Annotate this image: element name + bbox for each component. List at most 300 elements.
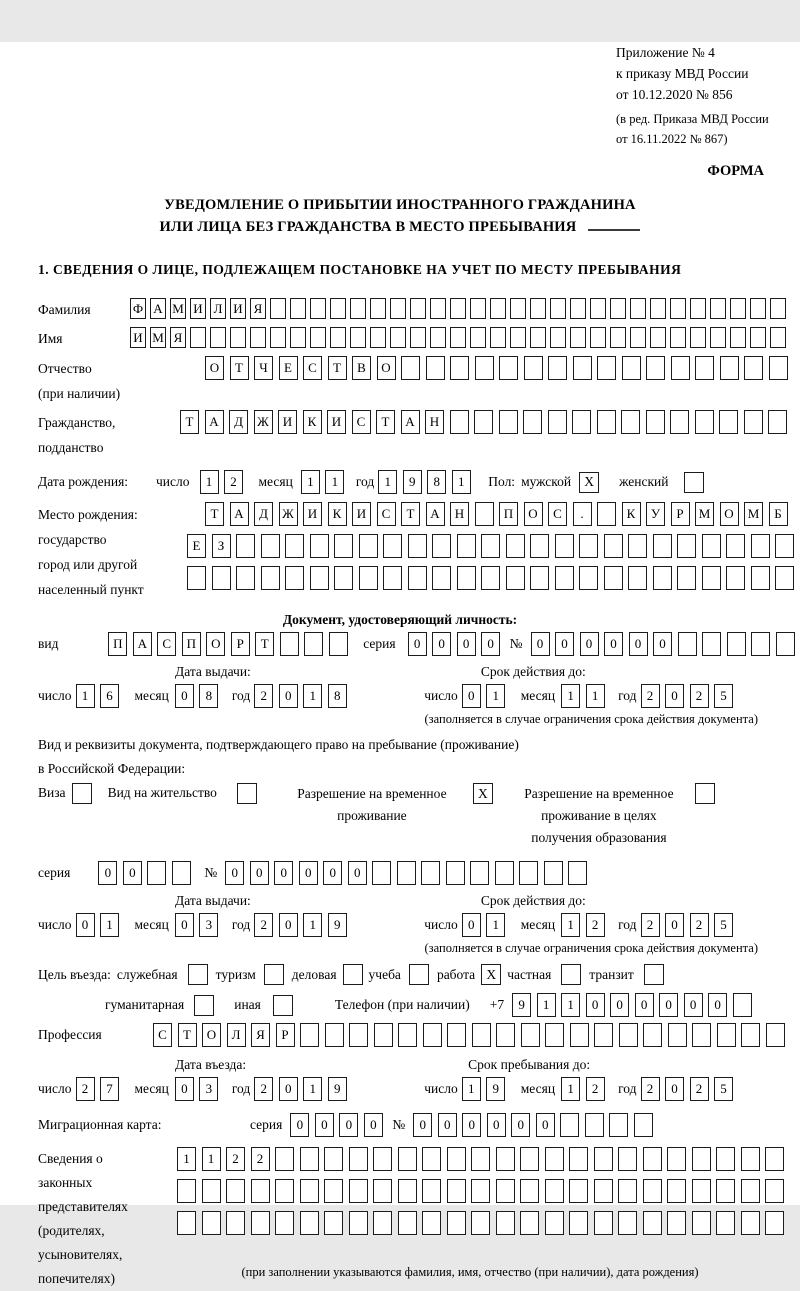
char-cell[interactable] [300,1023,319,1047]
char-cell[interactable] [717,1023,736,1047]
char-cell[interactable] [775,534,794,558]
char-cell[interactable]: 0 [432,632,451,656]
patronymic-field[interactable] [205,356,793,380]
char-cell[interactable]: 0 [487,1113,506,1137]
char-cell[interactable] [202,1211,221,1235]
char-cell[interactable] [408,566,427,590]
char-cell[interactable] [373,1211,392,1235]
guardians-field-row3[interactable] [177,1211,790,1235]
char-cell[interactable]: У [646,502,665,526]
char-cell[interactable] [226,1179,245,1203]
char-cell[interactable]: 0 [555,632,574,656]
char-cell[interactable]: 1 [303,1077,322,1101]
char-cell[interactable] [692,1023,711,1047]
char-cell[interactable] [765,1179,784,1203]
char-cell[interactable]: А [426,502,445,526]
residence-series-field[interactable] [98,861,196,885]
char-cell[interactable] [285,566,304,590]
char-cell[interactable] [383,566,402,590]
entry-month-field[interactable] [175,1077,224,1101]
char-cell[interactable] [667,1147,686,1171]
stay-month-field[interactable] [561,1077,610,1101]
char-cell[interactable]: Р [276,1023,295,1047]
char-cell[interactable] [751,534,770,558]
char-cell[interactable] [177,1179,196,1203]
char-cell[interactable]: 0 [364,1113,383,1137]
char-cell[interactable]: 2 [641,1077,660,1101]
char-cell[interactable] [594,1211,613,1235]
char-cell[interactable] [496,1147,515,1171]
char-cell[interactable]: Ф [130,298,146,319]
char-cell[interactable] [570,327,586,348]
char-cell[interactable] [530,566,549,590]
char-cell[interactable]: 1 [325,470,344,494]
char-cell[interactable]: 0 [98,861,117,885]
char-cell[interactable] [650,327,666,348]
char-cell[interactable] [450,356,469,380]
char-cell[interactable]: П [182,632,201,656]
char-cell[interactable] [730,298,746,319]
char-cell[interactable]: В [352,356,371,380]
char-cell[interactable] [261,534,280,558]
char-cell[interactable] [397,861,416,885]
residence-permit-checkbox[interactable] [237,783,257,804]
citizenship-field[interactable] [180,410,793,434]
char-cell[interactable] [618,1211,637,1235]
birthplace-field-row3[interactable] [187,566,800,590]
birth-day-field[interactable] [200,470,249,494]
char-cell[interactable] [147,861,166,885]
purpose-transit-checkbox[interactable] [644,964,664,985]
char-cell[interactable] [524,356,543,380]
char-cell[interactable] [349,1023,368,1047]
char-cell[interactable] [490,327,506,348]
char-cell[interactable]: А [133,632,152,656]
char-cell[interactable]: 0 [413,1113,432,1137]
char-cell[interactable]: О [202,1023,221,1047]
char-cell[interactable]: К [328,502,347,526]
char-cell[interactable] [310,566,329,590]
char-cell[interactable]: 5 [714,1077,733,1101]
char-cell[interactable] [569,1211,588,1235]
char-cell[interactable]: 8 [328,684,347,708]
char-cell[interactable]: 9 [486,1077,505,1101]
char-cell[interactable]: Т [178,1023,197,1047]
char-cell[interactable] [481,534,500,558]
char-cell[interactable] [410,327,426,348]
char-cell[interactable]: 6 [100,684,119,708]
char-cell[interactable] [741,1023,760,1047]
char-cell[interactable]: Е [187,534,206,558]
char-cell[interactable] [472,1023,491,1047]
char-cell[interactable] [628,534,647,558]
residence-valid-year-field[interactable] [641,913,739,937]
char-cell[interactable] [390,298,406,319]
char-cell[interactable] [555,566,574,590]
char-cell[interactable] [300,1179,319,1203]
char-cell[interactable] [750,298,766,319]
char-cell[interactable] [634,1113,653,1137]
residence-issue-month-field[interactable] [175,913,224,937]
char-cell[interactable]: Т [230,356,249,380]
char-cell[interactable]: 1 [378,470,397,494]
char-cell[interactable]: 0 [580,632,599,656]
purpose-official-checkbox[interactable] [188,964,208,985]
char-cell[interactable] [447,1023,466,1047]
char-cell[interactable]: 0 [653,632,672,656]
char-cell[interactable] [750,327,766,348]
char-cell[interactable]: А [205,410,224,434]
char-cell[interactable] [692,1147,711,1171]
char-cell[interactable] [692,1179,711,1203]
char-cell[interactable]: 0 [175,913,194,937]
char-cell[interactable]: И [278,410,297,434]
char-cell[interactable] [550,327,566,348]
char-cell[interactable] [401,356,420,380]
char-cell[interactable] [329,632,348,656]
char-cell[interactable] [383,534,402,558]
char-cell[interactable] [741,1211,760,1235]
char-cell[interactable] [325,1023,344,1047]
char-cell[interactable]: 0 [531,632,550,656]
char-cell[interactable] [310,327,326,348]
char-cell[interactable]: 0 [279,913,298,937]
char-cell[interactable] [519,861,538,885]
char-cell[interactable] [430,298,446,319]
char-cell[interactable] [590,327,606,348]
char-cell[interactable] [568,861,587,885]
char-cell[interactable] [569,1179,588,1203]
residence-number-field[interactable] [225,861,593,885]
char-cell[interactable] [530,327,546,348]
char-cell[interactable]: Ч [254,356,273,380]
char-cell[interactable]: 1 [586,684,605,708]
char-cell[interactable] [423,1023,442,1047]
char-cell[interactable] [643,1023,662,1047]
char-cell[interactable]: 2 [641,684,660,708]
char-cell[interactable]: Т [180,410,199,434]
char-cell[interactable]: М [170,298,186,319]
char-cell[interactable] [579,566,598,590]
char-cell[interactable]: И [190,298,206,319]
char-cell[interactable] [765,1211,784,1235]
char-cell[interactable] [446,861,465,885]
name-field[interactable] [130,327,790,348]
char-cell[interactable] [330,298,346,319]
char-cell[interactable] [570,1023,589,1047]
char-cell[interactable] [643,1147,662,1171]
rvp-checkbox[interactable]: X [473,783,493,804]
char-cell[interactable] [261,566,280,590]
char-cell[interactable] [727,632,746,656]
char-cell[interactable] [447,1147,466,1171]
char-cell[interactable] [770,327,786,348]
char-cell[interactable] [710,327,726,348]
char-cell[interactable]: Я [251,1023,270,1047]
char-cell[interactable]: 0 [481,632,500,656]
char-cell[interactable] [710,298,726,319]
char-cell[interactable]: 0 [586,993,605,1017]
char-cell[interactable] [646,410,665,434]
char-cell[interactable] [350,327,366,348]
char-cell[interactable]: 1 [561,993,580,1017]
char-cell[interactable] [359,566,378,590]
char-cell[interactable]: Ж [254,410,273,434]
char-cell[interactable]: 2 [254,684,273,708]
char-cell[interactable] [590,298,606,319]
char-cell[interactable]: З [212,534,231,558]
visa-checkbox[interactable] [72,783,92,804]
char-cell[interactable] [594,1147,613,1171]
char-cell[interactable] [628,566,647,590]
char-cell[interactable] [490,298,506,319]
char-cell[interactable] [499,356,518,380]
char-cell[interactable]: 1 [100,913,119,937]
char-cell[interactable]: 1 [202,1147,221,1171]
char-cell[interactable]: С [548,502,567,526]
char-cell[interactable] [251,1179,270,1203]
char-cell[interactable] [726,534,745,558]
char-cell[interactable]: Т [205,502,224,526]
char-cell[interactable]: 2 [586,1077,605,1101]
char-cell[interactable]: С [303,356,322,380]
char-cell[interactable] [768,410,787,434]
char-cell[interactable] [569,1147,588,1171]
char-cell[interactable]: М [150,327,166,348]
char-cell[interactable] [202,1179,221,1203]
char-cell[interactable] [770,298,786,319]
id-valid-year-field[interactable] [641,684,739,708]
char-cell[interactable]: 0 [708,993,727,1017]
char-cell[interactable]: Н [425,410,444,434]
char-cell[interactable] [550,298,566,319]
char-cell[interactable] [324,1147,343,1171]
char-cell[interactable] [349,1147,368,1171]
id-valid-month-field[interactable] [561,684,610,708]
char-cell[interactable]: 2 [641,913,660,937]
char-cell[interactable]: П [499,502,518,526]
char-cell[interactable] [495,861,514,885]
entry-year-field[interactable] [254,1077,352,1101]
char-cell[interactable] [730,327,746,348]
char-cell[interactable]: П [108,632,127,656]
char-cell[interactable] [733,993,752,1017]
char-cell[interactable] [667,1211,686,1235]
char-cell[interactable] [359,534,378,558]
char-cell[interactable] [275,1179,294,1203]
char-cell[interactable]: 1 [486,913,505,937]
char-cell[interactable] [324,1179,343,1203]
char-cell[interactable]: Е [279,356,298,380]
char-cell[interactable] [510,327,526,348]
char-cell[interactable] [716,1211,735,1235]
char-cell[interactable] [300,1147,319,1171]
migration-series-field[interactable] [290,1113,388,1137]
char-cell[interactable] [744,356,763,380]
char-cell[interactable] [621,410,640,434]
char-cell[interactable] [702,566,721,590]
char-cell[interactable]: 9 [328,1077,347,1101]
id-issue-day-field[interactable] [76,684,125,708]
id-series-field[interactable] [408,632,506,656]
char-cell[interactable] [609,1113,628,1137]
char-cell[interactable] [643,1179,662,1203]
char-cell[interactable] [572,410,591,434]
char-cell[interactable] [695,410,714,434]
char-cell[interactable] [210,327,226,348]
char-cell[interactable]: Р [671,502,690,526]
char-cell[interactable]: И [130,327,146,348]
char-cell[interactable] [300,1211,319,1235]
char-cell[interactable]: Д [229,410,248,434]
char-cell[interactable] [560,1113,579,1137]
char-cell[interactable] [474,410,493,434]
char-cell[interactable]: 0 [610,993,629,1017]
char-cell[interactable]: 9 [512,993,531,1017]
char-cell[interactable] [716,1179,735,1203]
char-cell[interactable] [290,298,306,319]
char-cell[interactable]: М [744,502,763,526]
char-cell[interactable]: 2 [690,684,709,708]
purpose-private-checkbox[interactable] [561,964,581,985]
char-cell[interactable]: 8 [427,470,446,494]
purpose-tourism-checkbox[interactable] [264,964,284,985]
char-cell[interactable] [373,1147,392,1171]
char-cell[interactable]: 1 [303,684,322,708]
char-cell[interactable] [334,566,353,590]
char-cell[interactable] [702,632,721,656]
char-cell[interactable] [270,327,286,348]
char-cell[interactable]: 0 [462,913,481,937]
char-cell[interactable] [619,1023,638,1047]
char-cell[interactable] [236,566,255,590]
char-cell[interactable] [422,1179,441,1203]
char-cell[interactable] [236,534,255,558]
char-cell[interactable] [447,1179,466,1203]
char-cell[interactable] [370,298,386,319]
char-cell[interactable] [450,298,466,319]
char-cell[interactable]: М [695,502,714,526]
char-cell[interactable]: 8 [199,684,218,708]
char-cell[interactable] [450,410,469,434]
char-cell[interactable] [545,1211,564,1235]
char-cell[interactable]: 0 [684,993,703,1017]
char-cell[interactable]: А [150,298,166,319]
char-cell[interactable] [555,534,574,558]
id-valid-day-field[interactable] [462,684,511,708]
char-cell[interactable]: 1 [486,684,505,708]
char-cell[interactable]: 0 [511,1113,530,1137]
char-cell[interactable]: К [622,502,641,526]
char-cell[interactable]: 0 [348,861,367,885]
char-cell[interactable]: 0 [462,684,481,708]
char-cell[interactable]: 1 [561,684,580,708]
purpose-other-checkbox[interactable] [273,995,293,1016]
char-cell[interactable] [692,1211,711,1235]
char-cell[interactable] [250,327,266,348]
char-cell[interactable]: Т [376,410,395,434]
char-cell[interactable] [334,534,353,558]
char-cell[interactable] [285,534,304,558]
char-cell[interactable]: . [573,502,592,526]
guardians-field-row1[interactable] [177,1147,790,1171]
char-cell[interactable] [716,1147,735,1171]
char-cell[interactable] [650,298,666,319]
char-cell[interactable] [496,1211,515,1235]
char-cell[interactable]: 0 [274,861,293,885]
char-cell[interactable] [310,534,329,558]
char-cell[interactable]: К [303,410,322,434]
char-cell[interactable] [677,534,696,558]
char-cell[interactable] [275,1211,294,1235]
birthplace-field-row1[interactable] [205,502,800,526]
char-cell[interactable] [630,298,646,319]
id-issue-year-field[interactable] [254,684,352,708]
birth-year-field[interactable] [378,470,476,494]
char-cell[interactable] [506,534,525,558]
char-cell[interactable]: 0 [299,861,318,885]
char-cell[interactable] [594,1023,613,1047]
char-cell[interactable] [604,534,623,558]
char-cell[interactable] [520,1211,539,1235]
char-cell[interactable] [530,298,546,319]
char-cell[interactable] [643,1211,662,1235]
char-cell[interactable]: 0 [635,993,654,1017]
char-cell[interactable] [775,566,794,590]
char-cell[interactable] [668,1023,687,1047]
char-cell[interactable] [594,1179,613,1203]
char-cell[interactable]: 0 [408,632,427,656]
char-cell[interactable]: 0 [665,684,684,708]
char-cell[interactable] [187,566,206,590]
char-cell[interactable]: Л [210,298,226,319]
char-cell[interactable] [330,327,346,348]
char-cell[interactable] [496,1179,515,1203]
char-cell[interactable]: А [230,502,249,526]
char-cell[interactable]: О [205,356,224,380]
char-cell[interactable]: Б [769,502,788,526]
char-cell[interactable]: 0 [279,684,298,708]
char-cell[interactable]: 1 [200,470,219,494]
char-cell[interactable] [765,1147,784,1171]
char-cell[interactable] [426,356,445,380]
char-cell[interactable] [475,502,494,526]
char-cell[interactable]: О [720,502,739,526]
residence-valid-day-field[interactable] [462,913,511,937]
char-cell[interactable]: 2 [76,1077,95,1101]
char-cell[interactable] [670,410,689,434]
char-cell[interactable]: Н [450,502,469,526]
char-cell[interactable] [349,1179,368,1203]
char-cell[interactable] [447,1211,466,1235]
char-cell[interactable] [597,410,616,434]
char-cell[interactable]: 0 [457,632,476,656]
birth-month-field[interactable] [301,470,350,494]
char-cell[interactable]: Д [254,502,273,526]
char-cell[interactable] [520,1179,539,1203]
char-cell[interactable]: 1 [452,470,471,494]
char-cell[interactable] [422,1147,441,1171]
char-cell[interactable] [769,356,788,380]
char-cell[interactable]: О [524,502,543,526]
char-cell[interactable]: И [352,502,371,526]
char-cell[interactable]: 2 [254,913,273,937]
residence-issue-day-field[interactable] [76,913,125,937]
char-cell[interactable]: 0 [665,913,684,937]
char-cell[interactable] [548,356,567,380]
char-cell[interactable] [290,327,306,348]
char-cell[interactable] [471,1147,490,1171]
